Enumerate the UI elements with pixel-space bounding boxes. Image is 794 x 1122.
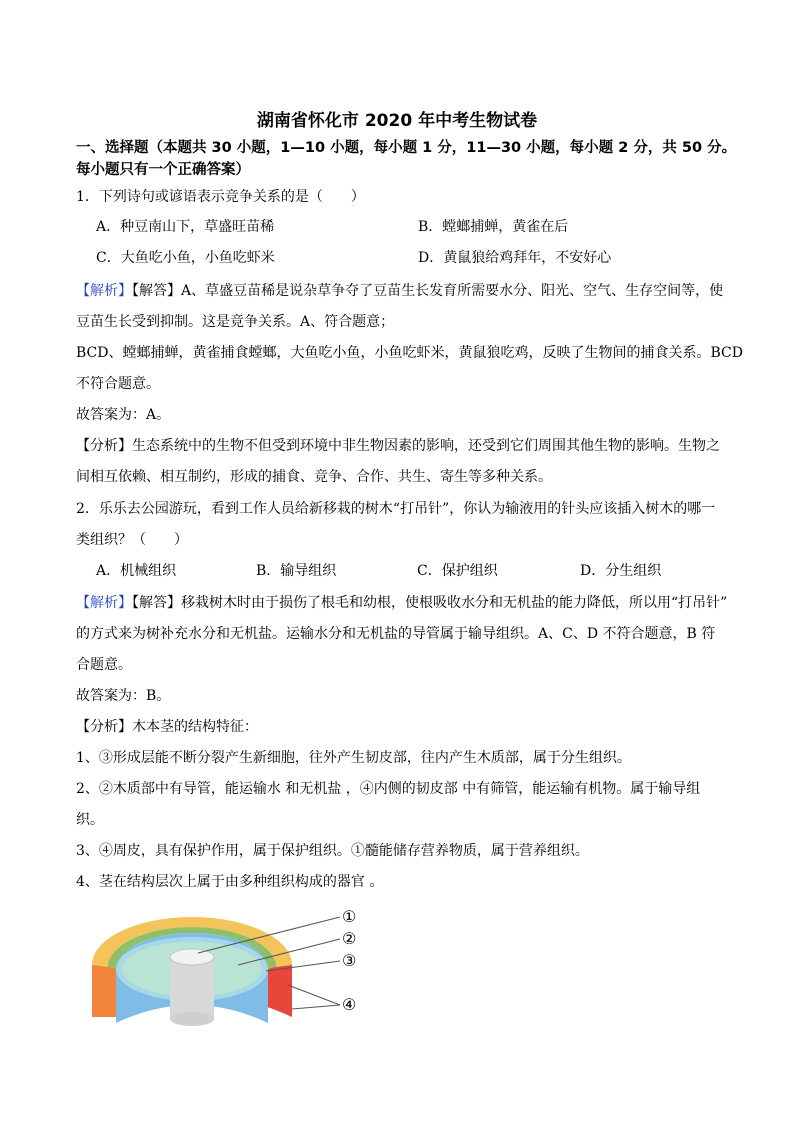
q2-analysis-line2: 的方式来为树补充水分和无机盐。运输水分和无机盐的导管属于输导组织。A、C、D 不符合题意，B 符 [76, 626, 716, 642]
q2-analysis-line1 [76, 593, 727, 613]
section-heading-cont: 每小题只有一个正确答案） [76, 162, 250, 178]
page-title: 湖南省怀化市 2020 年中考生物试卷 [256, 111, 538, 131]
q1-stem: 1．下列诗句或谚语表示竞争关系的是（ ） [76, 189, 365, 205]
q2-analysis-line3: 合题意。 [76, 657, 132, 673]
analysis-tag: 【解析】 [76, 283, 132, 299]
q2-option-d: D．分生组织 [580, 563, 662, 579]
pith-cylinder [170, 957, 214, 1019]
q2-option-b: B．输导组织 [256, 563, 337, 579]
bark-side [92, 965, 118, 1017]
q1-analysis-line4: 不符合题意。 [76, 376, 160, 392]
q1-analysis-line2: 豆苗生长受到抑制。这是竞争关系。A、符合题意； [76, 314, 395, 330]
stem-cross-section-diagram [88, 905, 378, 1045]
q1-option-b: B．螳螂捕蝉，黄雀在后 [418, 219, 569, 235]
q1-answer: 故答案为：A。 [76, 407, 171, 423]
q2-point-4: 4、茎在结构层次上属于由多种组织构成的器官 。 [76, 874, 384, 890]
q2-note-head: 【分析】木本茎的结构特征： [76, 719, 258, 735]
q2-point-3: 3、④周皮，具有保护作用，属于保护组织。①髓能储存营养物质，属于营养组织。 [76, 843, 589, 859]
q1-option-d: D．黄鼠狼给鸡拜年，不安好心 [418, 250, 612, 266]
analysis-tag: 【解析】 [76, 595, 132, 611]
q1-analysis-line3: BCD、螳螂捕蝉，黄雀捕食螳螂，大鱼吃小鱼，小鱼吃虾米，黄鼠狼吃鸡，反映了生物间的捕食关系。BCD [76, 345, 743, 361]
figure-label-3: ③ [342, 951, 357, 970]
q2-option-a: A．机械组织 [96, 563, 177, 579]
q2-stem-line1: 2．乐乐去公园游玩，看到工作人员给新移栽的树木“打吊针”，你认为输液用的针头应该插入树木的哪一 [76, 501, 716, 517]
q2-answer: 故答案为：B。 [76, 688, 171, 704]
q1-note-line1: 【分析】生态系统中的生物不但受到环境中非生物因素的影响，还受到它们周围其他生物的影响。生物之 [76, 438, 720, 454]
q1-option-c: C．大鱼吃小鱼，小鱼吃虾米 [96, 250, 275, 266]
q1-analysis-line1 [76, 281, 723, 301]
q1-option-a: A．种豆南山下，草盛旺苗稀 [96, 219, 275, 235]
leader-line-4a [288, 985, 340, 1005]
section-heading: 一、选择题（本题共 30 小题，1—10 小题，每小题 1 分，11—30 小题，每小题 2 分，共 50 分。 [76, 140, 737, 156]
q2-option-c: C．保护组织 [417, 563, 498, 579]
leader-line-4b [292, 1005, 340, 1009]
figure-label-4: ④ [342, 995, 357, 1014]
pith-top [170, 949, 214, 965]
q2-analysis-text: 【解答】移栽树木时由于损伤了根毛和幼根，使根吸收水分和无机盐的能力降低，所以用“打吊针” [132, 595, 728, 611]
q1-analysis-text: 【解答】A、草盛豆苗稀是说杂草争夺了豆苗生长发育所需要水分、阳光、空气、生存空间等，使 [132, 283, 724, 299]
figure-label-1: ① [342, 907, 357, 926]
q1-note-line2: 间相互依赖、相互制约，形成的捕食、竞争、合作、共生、寄生等多种关系。 [76, 469, 552, 485]
q2-stem-line2: 类组织？（ ） [76, 532, 188, 548]
stem-structure-figure [88, 905, 378, 1045]
q2-point-1: 1、③形成层能不断分裂产生新细胞，往外产生韧皮部，往内产生木质部，属于分生组织。 [76, 750, 631, 766]
q2-point-2-cont: 织。 [76, 812, 104, 828]
q2-point-2: 2、②木质部中有导管，能运输水 和无机盐 ，④内侧的韧皮部 中有筛管，能运输有机物。属于输导组 [76, 781, 701, 797]
figure-label-2: ② [342, 929, 357, 948]
pith-bottom [170, 1012, 214, 1026]
